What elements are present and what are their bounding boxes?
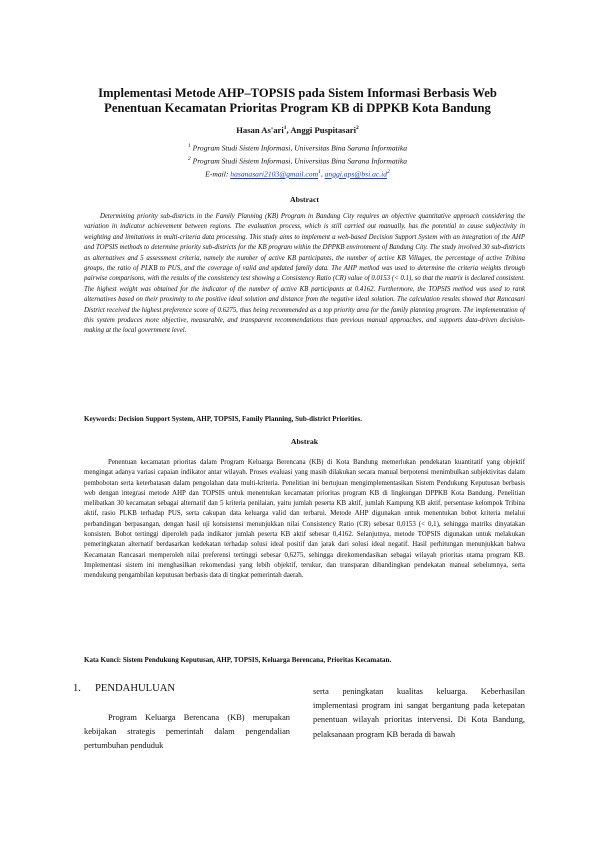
author-name: Hasan As'ari bbox=[236, 125, 284, 135]
title-line-1: Implementasi Metode AHP–TOPSIS pada Sistem Informasi Berbasis Web bbox=[98, 86, 497, 100]
author-sup: 2 bbox=[356, 125, 359, 132]
affiliation-1 bbox=[60, 143, 535, 153]
keywords-label: Keywords: bbox=[84, 415, 119, 423]
body-column-left: Program Keluarga Berencana (KB) merupakan kebijakan strategis pemerintah dalam pengendalian pertumbuhan penduduk bbox=[84, 713, 290, 751]
affiliation-text: Program Studi Sistem Informasi, Universitas Bina Sarana Informatika bbox=[192, 143, 408, 153]
author-separator: , bbox=[286, 125, 291, 135]
kata-kunci-label: Kata Kunci: bbox=[84, 656, 123, 664]
section-number: 1. bbox=[73, 683, 81, 694]
abstract-indonesian: Penentuan kecamatan prioritas dalam Program Keluarga Berencana (KB) di Kota Bandung memerlukan pendekatan kuantitatif yang objektif mengingat adanya variasi capaian indikator antar wilayah. Proses evaluasi yang masih dilakukan secara manual berpotensi menimbulkan subjektivitas dalam pembobotan serta keterbatasan dalam pengolahan data multi-kriteria. Penelitian ini bertujuan mengimplementasikan Sistem Pendukung Keputusan berbasis web dengan integrasi metode AHP dan TOPSIS untuk menentukan kecamatan prioritas program KB di lingkungan DPPKB Kota Bandung. Penelitian melibatkan 30 kecamatan sebagai alternatif dan 5 kriteria penilaian, yaitu jumlah peserta KB aktif, jumlah Kampung KB aktif, persentase kelompok Tribina aktif, rasio PLKB terhadap PUS, serta cakupan data keluarga valid dan terbarui. Metode AHP digunakan untuk menentukan bobot kriteria melalui perbandingan berpasangan, dengan hasil uji konsistensi menunjukkan nilai Consistency Ratio (CR) sebesar 0,0153 (< 0,1), sehingga matriks dinyatakan konsisten. Bobot tertinggi diperoleh pada indikator jumlah peserta KB aktif sebesar 0,4162. Selanjutnya, metode TOPSIS digunakan untuk melakukan pemeringkatan alternatif berdasarkan kedekatan terhadap solusi ideal positif dan jarak dari solusi ideal negatif. Hasil perhitungan menunjukkan bahwa Kecamatan Rancasari memperoleh nilai preferensi tertinggi sebesar 0,6275, sehingga direkomendasikan sebagai wilayah prioritas utama program KB. Implementasi sistem ini menghasilkan rekomendasi yang lebih objektif, terukur, dan transparan dibandingkan pendekatan manual sebelumnya, serta mendukung pengambilan keputusan berbasis data di tingkat pemerintah daerah. bbox=[84, 459, 525, 580]
title-line-2: Penentuan Kecamatan Prioritas Program KB di DPPKB Kota Bandung bbox=[104, 101, 491, 115]
affiliation-2 bbox=[60, 156, 535, 166]
keywords-text: Decision Support System, AHP, TOPSIS, Family Planning, Sub-district Priorities. bbox=[118, 415, 362, 423]
email-sup: 2 bbox=[387, 169, 390, 175]
body-column-right: serta peningkatan kualitas keluarga. Keberhasilan implementasi program ini sangat bergantung pada ketepatan penentuan wilayah prioritas intervensi. Di Kota Bandung, pelaksanaan program KB berada di bawah bbox=[313, 687, 525, 739]
affiliation-text: Program Studi Sistem Informasi, Universitas Bina Sarana Informatika bbox=[192, 156, 408, 166]
author-sup: 1 bbox=[283, 125, 287, 132]
section-heading bbox=[73, 683, 175, 694]
paper-title bbox=[60, 86, 535, 116]
abstrak-heading: Abstrak bbox=[290, 437, 319, 446]
abstract-heading: Abstract bbox=[289, 195, 319, 204]
affiliation-sup: 2 bbox=[187, 156, 191, 162]
email-separator: , bbox=[320, 169, 325, 179]
email-label: E-mail: bbox=[205, 169, 231, 179]
section-title: PENDAHULUAN bbox=[95, 683, 176, 694]
email-sup: 1 bbox=[318, 169, 321, 175]
email-line bbox=[60, 169, 535, 179]
kata-kunci-line bbox=[84, 656, 525, 664]
author-list bbox=[60, 125, 535, 135]
abstract-english: Determining priority sub-districts in the Family Planning (KB) Program in Bandung City requires an objective quantitative approach considering the variation in indicator achievement between regions. The evaluation process, which is still carried out manually, has the potential to cause subjectivity in weighting and limitations in multi-criteria data processing. This study aims to implement a web-based Decision Support System with an integration of the AHP and TOPSIS methods to determine priority sub-districts for the KB program within the DPPKB environment of Bandung City. The study involved 30 sub-districts as alternatives and 5 assessment criteria, namely the number of active KB participants, the number of active KB Villages, the percentage of active Tribina groups, the ratio of PLKB to PUS, and the coverage of valid and updated family data. The AHP method was used to determine the criteria weights through pairwise comparisons, with the results of the consistency test showing a Consistency Ratio (CR) value of 0.0153 (< 0.1), so that the matrix is declared consistent. The highest weight was obtained for the indicator of the number of active KB participants at 0.4162. Furthermore, the TOPSIS method was used to rank alternatives based on their proximity to the positive ideal solution and distance from the negative ideal solution. The calculation results showed that Rancasari District received the highest preference score of 0.6275, thus being recommended as a top priority area for the family planning program. The implementation of this system produces more objective, measurable, and transparent recommendations than previous manual approaches, and supports data-driven decision-making at the local government level. bbox=[84, 213, 525, 335]
author-name: Anggi Puspitasari bbox=[290, 125, 356, 135]
kata-kunci-text: Sistem Pendukung Keputusan, AHP, TOPSIS, Keluarga Berencana, Prioritas Kecamatan. bbox=[122, 656, 392, 664]
email-link-2[interactable]: anggi.aps@bsi.ac.id bbox=[324, 169, 388, 179]
email-link-1[interactable]: hasanasari2103@gmail.com bbox=[230, 169, 319, 179]
keywords-line bbox=[84, 415, 525, 423]
affiliation-sup: 1 bbox=[187, 143, 191, 149]
